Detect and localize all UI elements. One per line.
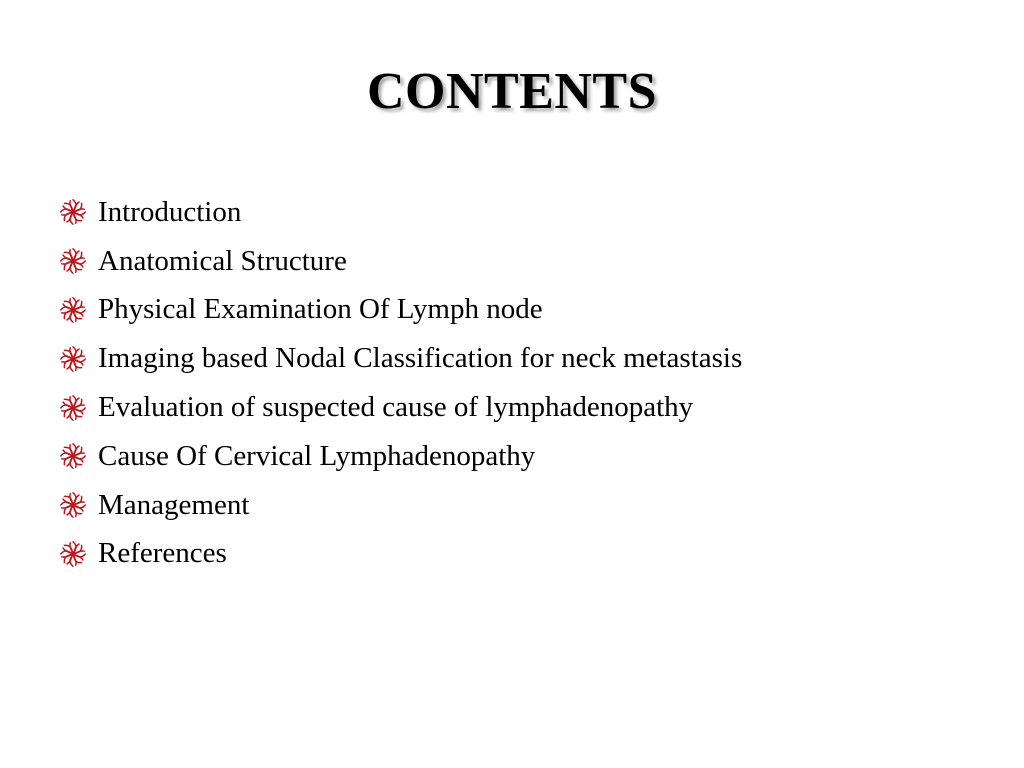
list-item	[58, 481, 742, 530]
list-item-label: Management	[98, 488, 250, 521]
list-item-label: Anatomical Structure	[98, 244, 347, 277]
list-item	[58, 530, 742, 579]
list-item	[58, 237, 742, 286]
pinwheel-icon	[58, 393, 88, 423]
pinwheel-icon	[58, 246, 88, 276]
list-item-label: Physical Examination Of Lymph node	[98, 293, 543, 326]
pinwheel-icon	[58, 344, 88, 374]
list-item	[58, 188, 742, 237]
pinwheel-icon	[58, 490, 88, 520]
list-item	[58, 383, 742, 432]
contents-list	[58, 188, 742, 578]
list-item-label: Introduction	[98, 195, 242, 228]
list-item	[58, 432, 742, 481]
list-item-label: Imaging based Nodal Classification for neck metastasis	[98, 342, 743, 375]
pinwheel-icon	[58, 295, 88, 325]
list-item-label: Cause Of Cervical Lymphadenopathy	[98, 439, 536, 472]
list-item-label: Evaluation of suspected cause of lymphadenopathy	[98, 391, 694, 424]
list-item	[58, 286, 742, 335]
list-item	[58, 334, 742, 383]
pinwheel-icon	[58, 441, 88, 471]
pinwheel-icon	[58, 539, 88, 569]
slide-title: CONTENTS	[366, 63, 658, 120]
pinwheel-icon	[58, 197, 88, 227]
list-item-label: References	[98, 537, 227, 570]
